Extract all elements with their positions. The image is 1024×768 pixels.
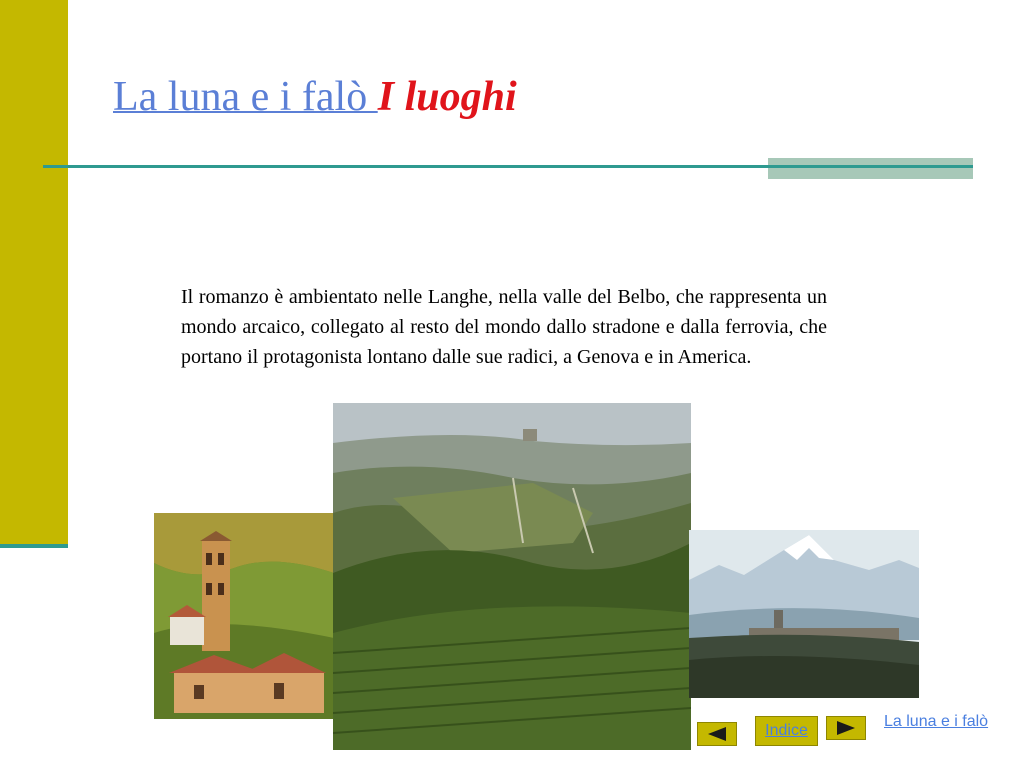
footer-home-link[interactable]: La luna e i falò [884, 713, 989, 730]
body-paragraph: Il romanzo è ambientato nelle Langhe, nella valle del Belbo, che rappresenta un mondo arcaico, collegato al resto del mondo dallo stradone e dalla ferrovia, che portano il protagonista lontano dalle sue radici, a Genova e in America. [181, 286, 827, 368]
previous-slide-button[interactable] [697, 722, 737, 746]
vineyard-hills-photo [333, 403, 691, 750]
left-triangle-icon [708, 727, 726, 741]
title-link[interactable]: La luna e i falò [113, 74, 378, 120]
church-tower-photo [154, 513, 334, 719]
side-accent-bar [0, 0, 68, 545]
side-accent-line [0, 544, 68, 548]
next-slide-button[interactable] [826, 716, 866, 740]
slide-title [113, 72, 517, 122]
index-button[interactable]: Indice [755, 716, 818, 746]
right-triangle-icon [837, 721, 855, 735]
title-emphasis: I luoghi [377, 74, 517, 120]
alpine-village-photo [689, 530, 919, 698]
title-divider-block [768, 158, 973, 179]
